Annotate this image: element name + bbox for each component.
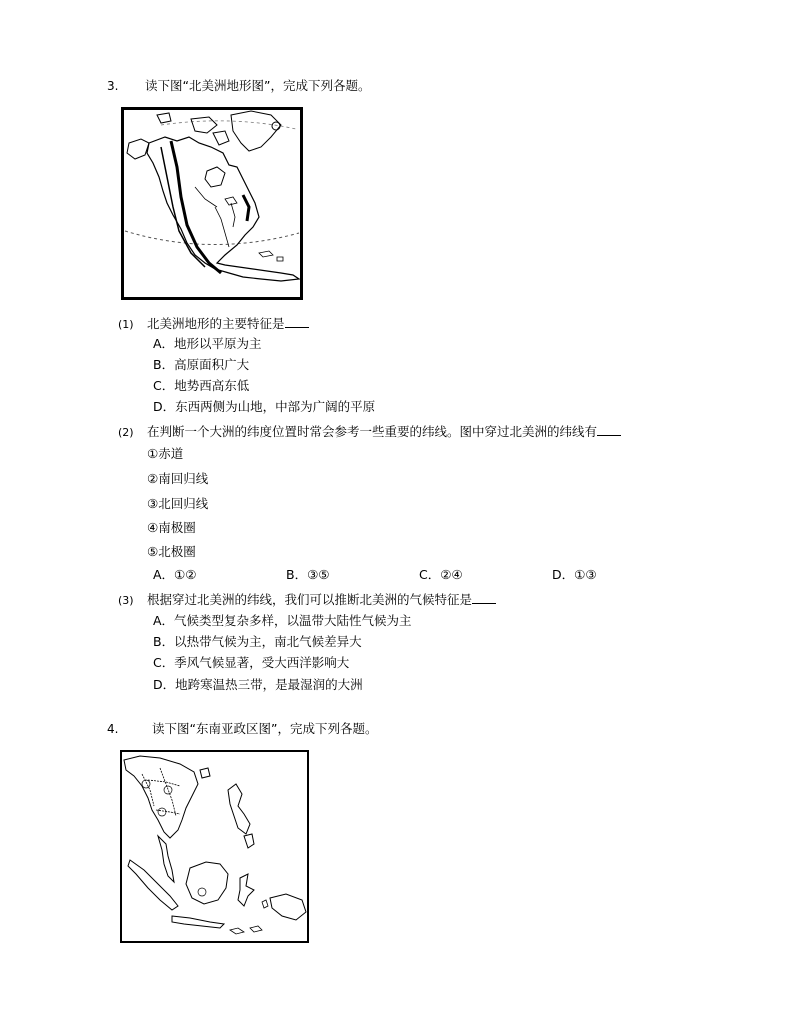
- q3-part2-option-a[interactable]: A．①②: [153, 567, 197, 582]
- q3-part1-option-a[interactable]: A．地形以平原为主: [153, 336, 262, 351]
- q3-part2-stem: 在判断一个大洲的纬度位置时常会参考一些重要的纬线。图中穿过北美洲的纬线有: [147, 423, 621, 440]
- q3-part2-option-b[interactable]: B．③⑤: [286, 567, 330, 582]
- q3-part3-label: (3): [118, 594, 134, 607]
- q3-part2-item-2: ②南回归线: [147, 471, 209, 486]
- north-america-map: [121, 107, 303, 300]
- answer-blank: [285, 315, 309, 328]
- answer-blank: [597, 423, 621, 436]
- q4-stem: 读下图“东南亚政区图”，完成下列各题。: [152, 721, 378, 736]
- q3-part1-label: (1): [118, 318, 134, 331]
- q3-part3-option-b[interactable]: B．以热带气候为主，南北气候差异大: [153, 634, 362, 649]
- q3-part2-item-5: ⑤北极圈: [147, 544, 196, 559]
- q3-stem: 读下图“北美洲地形图”，完成下列各题。: [145, 78, 371, 93]
- q3-part1-option-d[interactable]: D．东西两侧为山地，中部为广阔的平原: [153, 399, 376, 414]
- q3-part2-item-1: ①赤道: [147, 446, 184, 461]
- southeast-asia-map: [120, 750, 309, 943]
- q3-part3-option-d[interactable]: D．地跨寒温热三带，是最湿润的大洲: [153, 677, 363, 692]
- q3-part1-option-c[interactable]: C．地势西高东低: [153, 378, 250, 393]
- q3-number: 3.: [107, 79, 119, 93]
- q3-part2-option-d[interactable]: D．①③: [552, 567, 597, 582]
- q3-part1-option-b[interactable]: B．高原面积广大: [153, 357, 250, 372]
- q3-part3-option-a[interactable]: A．气候类型复杂多样，以温带大陆性气候为主: [153, 613, 412, 628]
- q3-part2-item-3: ③北回归线: [147, 496, 209, 511]
- q4-number: 4.: [107, 722, 119, 736]
- q3-part3-stem: 根据穿过北美洲的纬线，我们可以推断北美洲的气候特征是: [147, 591, 496, 608]
- q3-part3-option-c[interactable]: C．季风气候显著，受大西洋影响大: [153, 655, 350, 670]
- answer-blank: [472, 591, 496, 604]
- q3-part2-option-c[interactable]: C．②④: [419, 567, 463, 582]
- q3-part2-label: (2): [118, 426, 134, 439]
- q3-part1-stem: 北美洲地形的主要特征是: [147, 315, 309, 332]
- q3-part2-item-4: ④南极圈: [147, 520, 196, 535]
